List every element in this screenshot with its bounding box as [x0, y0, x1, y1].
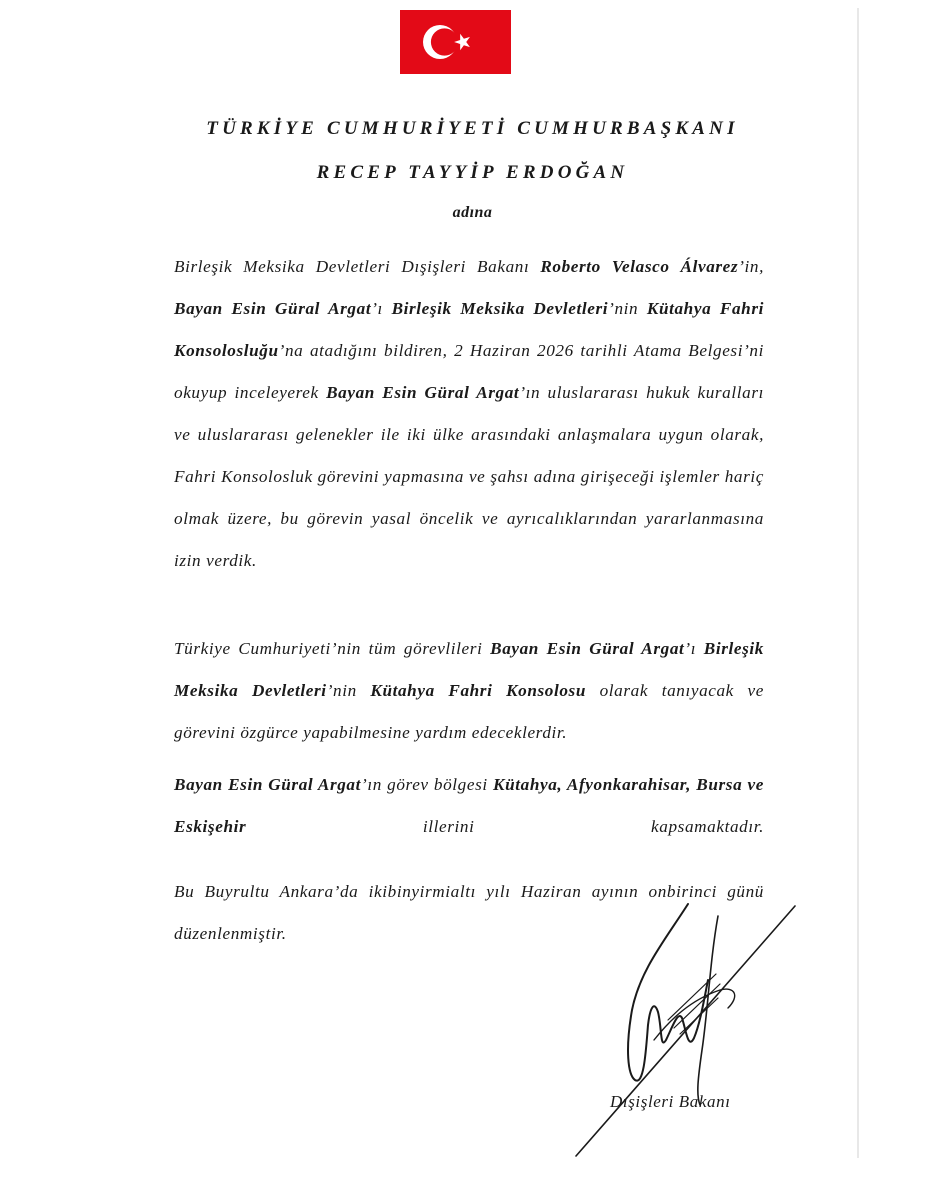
bold-text-run: Birleşik Meksika Devletleri [391, 299, 609, 318]
text-run: olarak tanıyacak ve görevini özgürce yapabilmesine yardım edeceklerdir. [174, 681, 764, 742]
text-run: ’in, [738, 257, 764, 276]
text-run: ’ın görev bölgesi [361, 775, 494, 794]
text-run: illerini kapsamaktadır. [246, 817, 764, 836]
paragraph-recognition [174, 628, 764, 754]
header-title-line1: TÜRKİYE CUMHURİYETİ CUMHURBAŞKANI [206, 118, 739, 139]
signatory-title: Dışişleri Bakanı [610, 1092, 731, 1111]
paragraph-jurisdiction [174, 764, 764, 848]
header-on-behalf: adına [452, 204, 493, 221]
bold-text-run: Bayan Esin Güral Argat [490, 639, 685, 658]
bold-text-run: Kütahya Fahri Konsolosu [370, 681, 586, 700]
handwritten-signature [570, 900, 810, 1160]
flag-crescent-inner [431, 28, 458, 55]
bold-text-run: Birleşik Meksika Devletleri [174, 639, 764, 700]
text-run: ’ın uluslararası hukuk kuralları ve uluslararası gelenekler ile iki ülke arasındaki anlaşmalara uygun olarak, Fahri Konsolosluk görevini yapmasına ve şahsı adına girişeceği işlemler hariç olmak üzere, bu görevin yasal öncelik ve ayrıcalıklarından yararlanmasına izin verdik. [174, 383, 764, 570]
bold-text-run: Kütahya, Afyonkarahisar, Bursa ve Eskişehir [174, 775, 764, 836]
text-run: ’nin [326, 681, 371, 700]
text-run: ’na atadığını bildiren, 2 Haziran 2026 tarihli Atama Belgesi’ni okuyup inceleyerek [174, 341, 764, 402]
bold-text-run: Bayan Esin Güral Argat [174, 775, 362, 794]
text-run: Bu Buyrultu Ankara’da ikibinyirmialtı yılı Haziran ayının onbirinci günü düzenlenmiştir. [174, 882, 764, 943]
text-run: Birleşik Meksika Devletleri Dışişleri Bakanı [174, 257, 541, 276]
bold-text-run: Bayan Esin Güral Argat [174, 299, 372, 318]
text-run: ’ı [371, 299, 392, 318]
text-run: ’ı [684, 639, 704, 658]
bold-text-run: Roberto Velasco Álvarez [540, 257, 739, 276]
text-run: ’nin [608, 299, 647, 318]
bold-text-run: Bayan Esin Güral Argat [326, 383, 520, 402]
bold-text-run: Kütahya Fahri Konsolosluğu [174, 299, 764, 360]
text-run: Türkiye Cumhuriyeti’nin tüm görevlileri [174, 639, 491, 658]
paragraph-appointment [174, 246, 764, 582]
header-title-line2: RECEP TAYYİP ERDOĞAN [316, 162, 629, 183]
turkish-flag-image [400, 10, 511, 74]
